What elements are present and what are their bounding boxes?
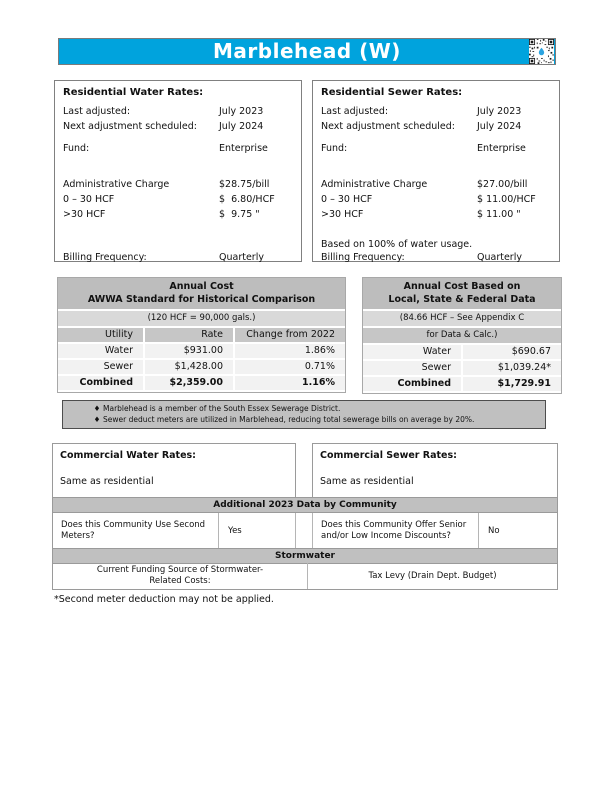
next-adjustment-row — [321, 120, 555, 133]
stormwater-funding-label — [53, 563, 308, 589]
fund-row — [321, 142, 555, 155]
second-meters-answer: Yes — [219, 513, 296, 548]
residential-sewer-title: Residential Sewer Rates: — [321, 87, 463, 98]
discounts-question: Does this Community Offer Senior and/or Low Income Discounts? — [313, 513, 479, 548]
cell-utility: Combined — [58, 376, 143, 390]
cell-change: 1.16% — [235, 376, 345, 390]
admin-charge-label: Administrative Charge — [63, 179, 170, 190]
next-adjustment-value: July 2024 — [219, 121, 264, 132]
cell-change: 0.71% — [235, 360, 345, 374]
table-row-sewer — [58, 360, 345, 374]
last-adjusted-value: July 2023 — [219, 106, 264, 117]
community-banner — [58, 38, 556, 65]
commercial-sewer-title: Commercial Sewer Rates: — [320, 450, 457, 461]
table-row-sewer — [363, 361, 561, 375]
cell-change: 1.86% — [235, 344, 345, 358]
fund-value: Enterprise — [477, 143, 526, 154]
billing-frequency-value: Quarterly — [477, 252, 522, 263]
next-adjustment-label: Next adjustment scheduled: — [321, 121, 456, 132]
tier2-label: >30 HCF — [321, 209, 364, 220]
tier1-row — [63, 193, 297, 206]
second-meter-footnote: *Second meter deduction may not be applied. — [54, 594, 274, 605]
local-table-subtitle-1: (84.66 HCF – See Appendix C — [363, 311, 561, 326]
stormwater-header: Stormwater — [52, 548, 558, 564]
local-annual-cost-table — [362, 277, 562, 394]
cell-rate: $931.00 — [145, 344, 233, 358]
table-row-water — [58, 344, 345, 358]
cell-rate: $1,428.00 — [145, 360, 233, 374]
cell-value: $690.67 — [463, 345, 561, 359]
last-adjusted-label: Last adjusted: — [321, 106, 389, 117]
commercial-water-body: Same as residential — [60, 476, 154, 487]
additional-data-header: Additional 2023 Data by Community — [52, 497, 558, 513]
commercial-water-title: Commercial Water Rates: — [60, 450, 196, 461]
awwa-table-subtitle: (120 HCF = 90,000 gals.) — [58, 311, 345, 326]
stormwater-row — [52, 563, 558, 590]
cell-utility: Sewer — [363, 361, 461, 375]
next-adjustment-row — [63, 120, 297, 133]
col-change: Change from 2022 — [235, 328, 345, 342]
commercial-sewer-rates-box — [312, 443, 558, 498]
awwa-annual-cost-table — [57, 277, 346, 393]
column-spacer — [296, 513, 313, 548]
usage-note: Based on 100% of water usage. — [321, 239, 473, 250]
billing-frequency-value: Quarterly — [219, 252, 264, 263]
tier2-value: $ 11.00 " — [477, 209, 521, 220]
note-item — [63, 415, 545, 426]
usage-note-row — [321, 238, 555, 251]
fund-label: Fund: — [321, 143, 348, 154]
col-rate: Rate — [145, 328, 233, 342]
tier2-label: >30 HCF — [63, 209, 106, 220]
local-table-subtitle-2: for Data & Calc.) — [363, 328, 561, 343]
admin-charge-row — [63, 178, 297, 191]
next-adjustment-label: Next adjustment scheduled: — [63, 121, 198, 132]
table-row-water — [363, 345, 561, 359]
commercial-sewer-body: Same as residential — [320, 476, 414, 487]
note-text: Sewer deduct meters are utilized in Marblehead, reducing total sewerage bills on average by 20%. — [103, 414, 475, 424]
tier2-row — [63, 208, 297, 221]
qr-code-icon — [529, 39, 554, 64]
cell-utility: Water — [363, 345, 461, 359]
local-title-line1: Annual Cost Based on — [403, 281, 521, 292]
bullet-icon: ♦ — [93, 414, 101, 424]
tier1-value: $ 6.80/HCF — [219, 194, 275, 205]
admin-charge-value: $28.75/bill — [219, 179, 270, 190]
awwa-title-line2: AWWA Standard for Historical Comparison — [87, 294, 316, 305]
awwa-column-header-row — [58, 328, 345, 342]
admin-charge-row — [321, 178, 555, 191]
last-adjusted-value: July 2023 — [477, 106, 522, 117]
billing-frequency-label: Billing Frequency: — [63, 252, 147, 263]
additional-data-row — [52, 513, 558, 549]
stormwater-funding-value: Tax Levy (Drain Dept. Budget) — [368, 570, 497, 581]
last-adjusted-label: Last adjusted: — [63, 106, 131, 117]
community-notes-box — [62, 400, 546, 429]
tier1-label: 0 – 30 HCF — [63, 194, 115, 205]
billing-frequency-label: Billing Frequency: — [321, 252, 405, 263]
next-adjustment-value: July 2024 — [477, 121, 522, 132]
note-item — [63, 404, 545, 415]
last-adjusted-row — [63, 105, 297, 118]
tier2-value: $ 9.75 " — [219, 209, 260, 220]
admin-charge-label: Administrative Charge — [321, 179, 428, 190]
tier2-row — [321, 208, 555, 221]
commercial-water-rates-box — [52, 443, 296, 498]
table-row-combined — [363, 377, 561, 391]
second-meters-question: Does this Community Use Second Meters? — [53, 513, 219, 548]
tier1-label: 0 – 30 HCF — [321, 194, 373, 205]
cell-rate: $2,359.00 — [145, 376, 233, 390]
cell-utility: Sewer — [58, 360, 143, 374]
tier1-value: $ 11.00/HCF — [477, 194, 536, 205]
table-row-combined — [58, 376, 345, 390]
cell-value: $1,729.91 — [463, 377, 561, 391]
awwa-table-title — [58, 278, 345, 309]
fund-row — [63, 142, 297, 155]
bullet-icon: ♦ — [93, 404, 101, 413]
fund-value: Enterprise — [219, 143, 268, 154]
admin-charge-value: $27.00/bill — [477, 179, 528, 190]
residential-water-rates-box — [54, 80, 302, 262]
discounts-answer: No — [488, 525, 500, 536]
local-title-line2: Local, State & Federal Data — [388, 294, 536, 305]
note-text: Marblehead is a member of the South Essex Sewerage District. — [103, 404, 341, 413]
stormwater-funding-label-text: Current Funding Source of Stormwater-Related Costs: — [96, 565, 264, 586]
residential-sewer-rates-box — [312, 80, 560, 262]
cell-utility: Combined — [363, 377, 461, 391]
billing-frequency-row — [63, 251, 297, 264]
fund-label: Fund: — [63, 143, 90, 154]
page-title: Marblehead (W) — [213, 39, 401, 63]
last-adjusted-row — [321, 105, 555, 118]
col-utility: Utility — [58, 328, 143, 342]
cell-utility: Water — [58, 344, 143, 358]
residential-water-title: Residential Water Rates: — [63, 87, 204, 98]
tier1-row — [321, 193, 555, 206]
awwa-title-line1: Annual Cost — [169, 281, 234, 292]
cell-value: $1,039.24* — [463, 361, 561, 375]
billing-frequency-row — [321, 251, 555, 264]
local-table-title — [363, 278, 561, 309]
